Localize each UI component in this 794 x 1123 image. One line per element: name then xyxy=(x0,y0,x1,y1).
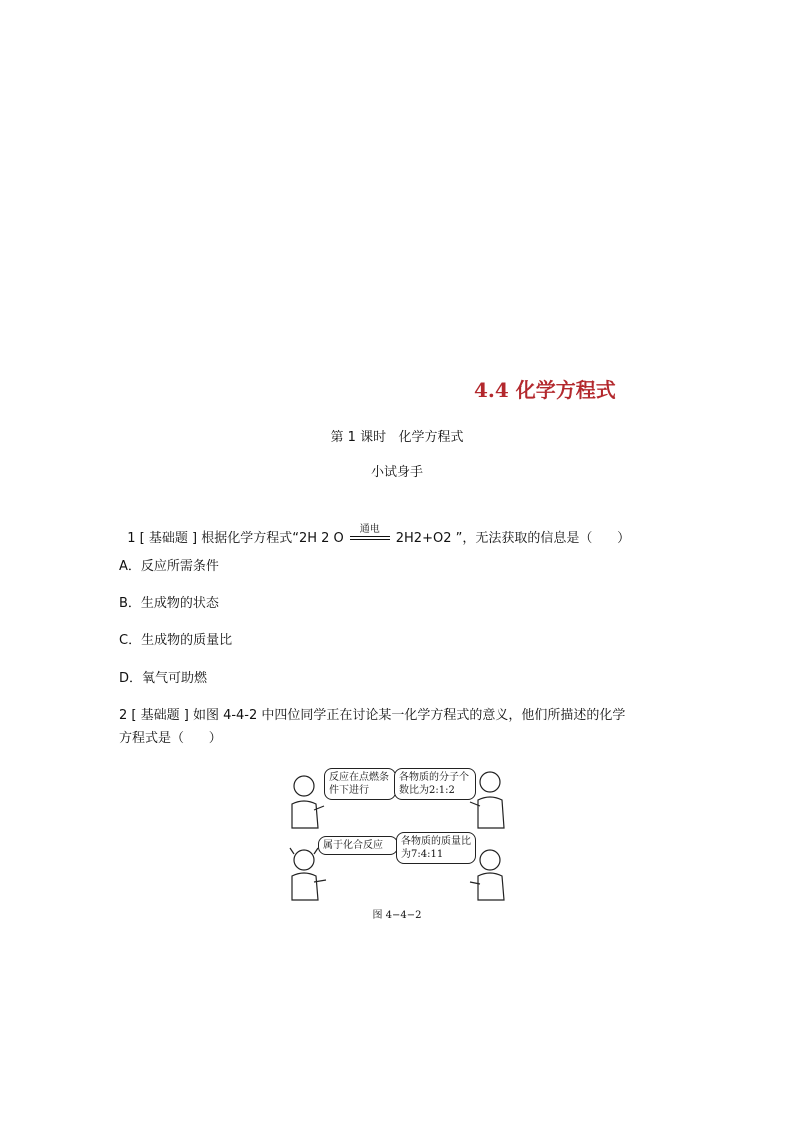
speech-bubble-4: 各物质的质量比为7:4:11 xyxy=(396,832,476,864)
page-title: 4.4 化学方程式 xyxy=(474,378,616,402)
option-a: A．反应所需条件 xyxy=(119,559,219,574)
reaction-arrow xyxy=(350,524,390,544)
question-2-line-2: 方程式是（ ） xyxy=(119,731,222,746)
speech-bubble-3: 属于化合反应 xyxy=(318,836,398,855)
discussion-figure xyxy=(284,764,514,924)
question-1 xyxy=(119,512,630,546)
figure-caption: 图 4−4−2 xyxy=(372,910,422,921)
option-b: B．生成物的状态 xyxy=(119,596,219,611)
option-c: C．生成物的质量比 xyxy=(119,633,233,648)
question-1-prefix: 1 [ 基础题 ] 根据化学方程式“2H 2 O xyxy=(127,531,344,546)
reaction-condition: 通电 xyxy=(359,524,380,535)
question-2-line-1: 2 [ 基础题 ] 如图 4-4-2 中四位同学正在讨论某一化学方程式的意义，他们所描述的化学 xyxy=(119,708,626,723)
speech-bubble-2: 各物质的分子个数比为2:1:2 xyxy=(394,768,476,800)
speech-bubble-1: 反应在点燃条件下进行 xyxy=(324,768,396,800)
lesson-title: 第 1 课时 化学方程式 xyxy=(330,430,464,445)
question-1-suffix: 2H2+O2 ”，无法获取的信息是（ ） xyxy=(395,531,631,546)
section-heading: 小试身手 xyxy=(370,465,423,480)
option-d: D．氧气可助燃 xyxy=(119,671,208,686)
